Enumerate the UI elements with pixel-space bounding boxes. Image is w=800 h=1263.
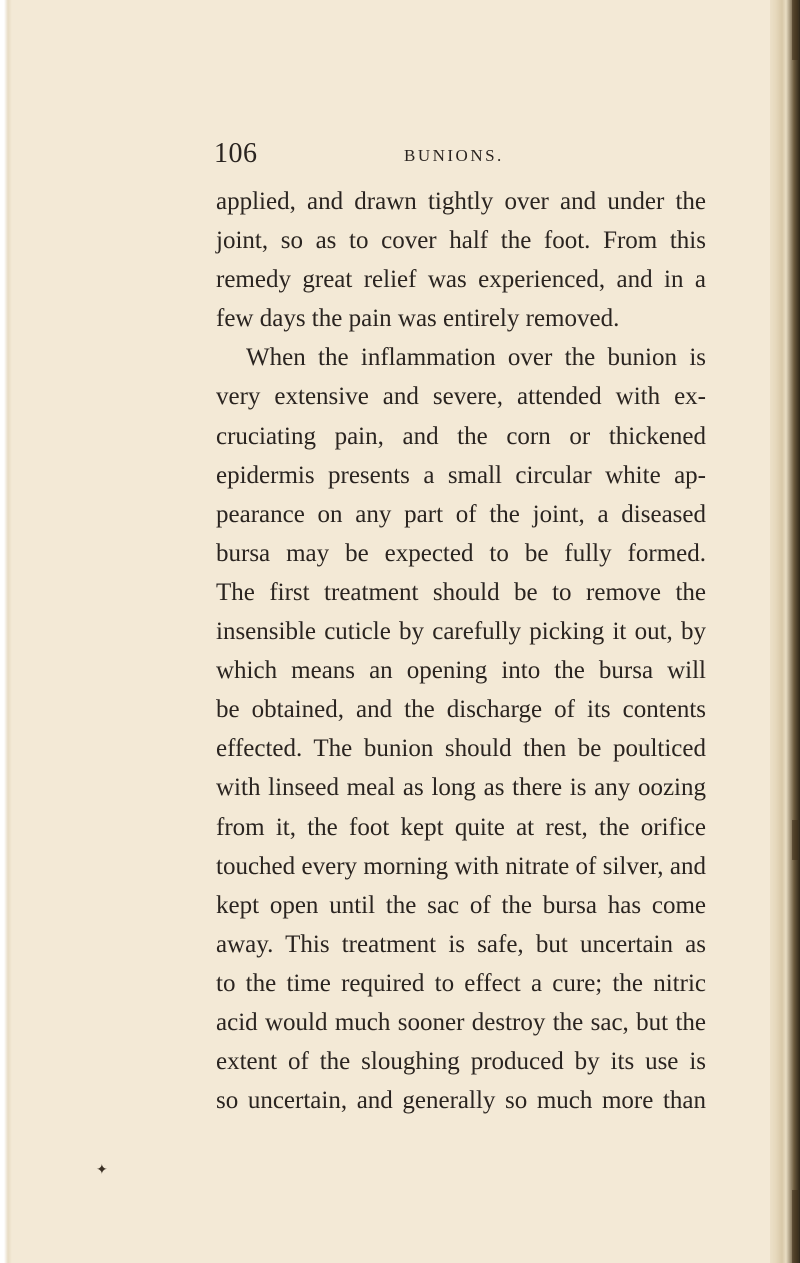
text-line: extent of the sloughing produced by its use is (216, 1048, 706, 1076)
text-line: joint, so as to cover half the foot. From this (216, 227, 706, 255)
text-line: touched every morning with nitrate of silver, and (216, 852, 706, 880)
text-line: insensible cuticle by carefully picking it out, by (216, 618, 706, 646)
text-line: applied, and drawn tightly over and under the (216, 188, 706, 215)
page-left-margin-shadow (0, 0, 12, 1263)
paragraph-start-line: When the inflammation over the bunion is (246, 344, 706, 372)
text-line: from it, the foot kept quite at rest, the orifice (216, 813, 706, 841)
binding-smudge (792, 820, 798, 860)
text-line: away. This treatment is safe, but uncertain as (216, 930, 706, 958)
page-number: 106 (214, 138, 258, 169)
page-binding-edge (770, 0, 800, 1263)
text-line: The first treatment should be to remove the (216, 578, 706, 606)
stray-ink-mark-icon: ✦ (96, 1163, 108, 1178)
text-line: very extensive and severe, attended with ex- (216, 383, 706, 411)
text-line: pearance on any part of the joint, a diseased (216, 500, 706, 528)
text-line: to the time required to effect a cure; the nitric (216, 969, 706, 997)
text-line: which means an opening into the bursa will (216, 657, 706, 685)
text-line: cruciating pain, and the corn or thickened (216, 422, 706, 450)
text-line: with linseed meal as long as there is any oozing (216, 774, 706, 802)
text-line: epidermis presents a small circular white ap- (216, 461, 706, 489)
text-line: so uncertain, and generally so much more than (216, 1087, 706, 1115)
text-line: remedy great relief was experienced, and in a (216, 266, 706, 294)
text-line: be obtained, and the discharge of its contents (216, 696, 706, 724)
section-title: BUNIONS. (404, 146, 504, 165)
text-line: acid would much sooner destroy the sac, but the (216, 1008, 706, 1036)
text-line: effected. The bunion should then be poulticed (216, 735, 706, 763)
binding-smudge (792, 1190, 798, 1263)
text-line: few days the pain was entirely removed. (216, 305, 620, 333)
running-head (214, 138, 754, 178)
binding-smudge (792, 0, 798, 60)
text-line: kept open until the sac of the bursa has come (216, 891, 706, 919)
text-line: bursa may be expected to be fully formed. (216, 539, 706, 567)
body-text (216, 182, 706, 1120)
